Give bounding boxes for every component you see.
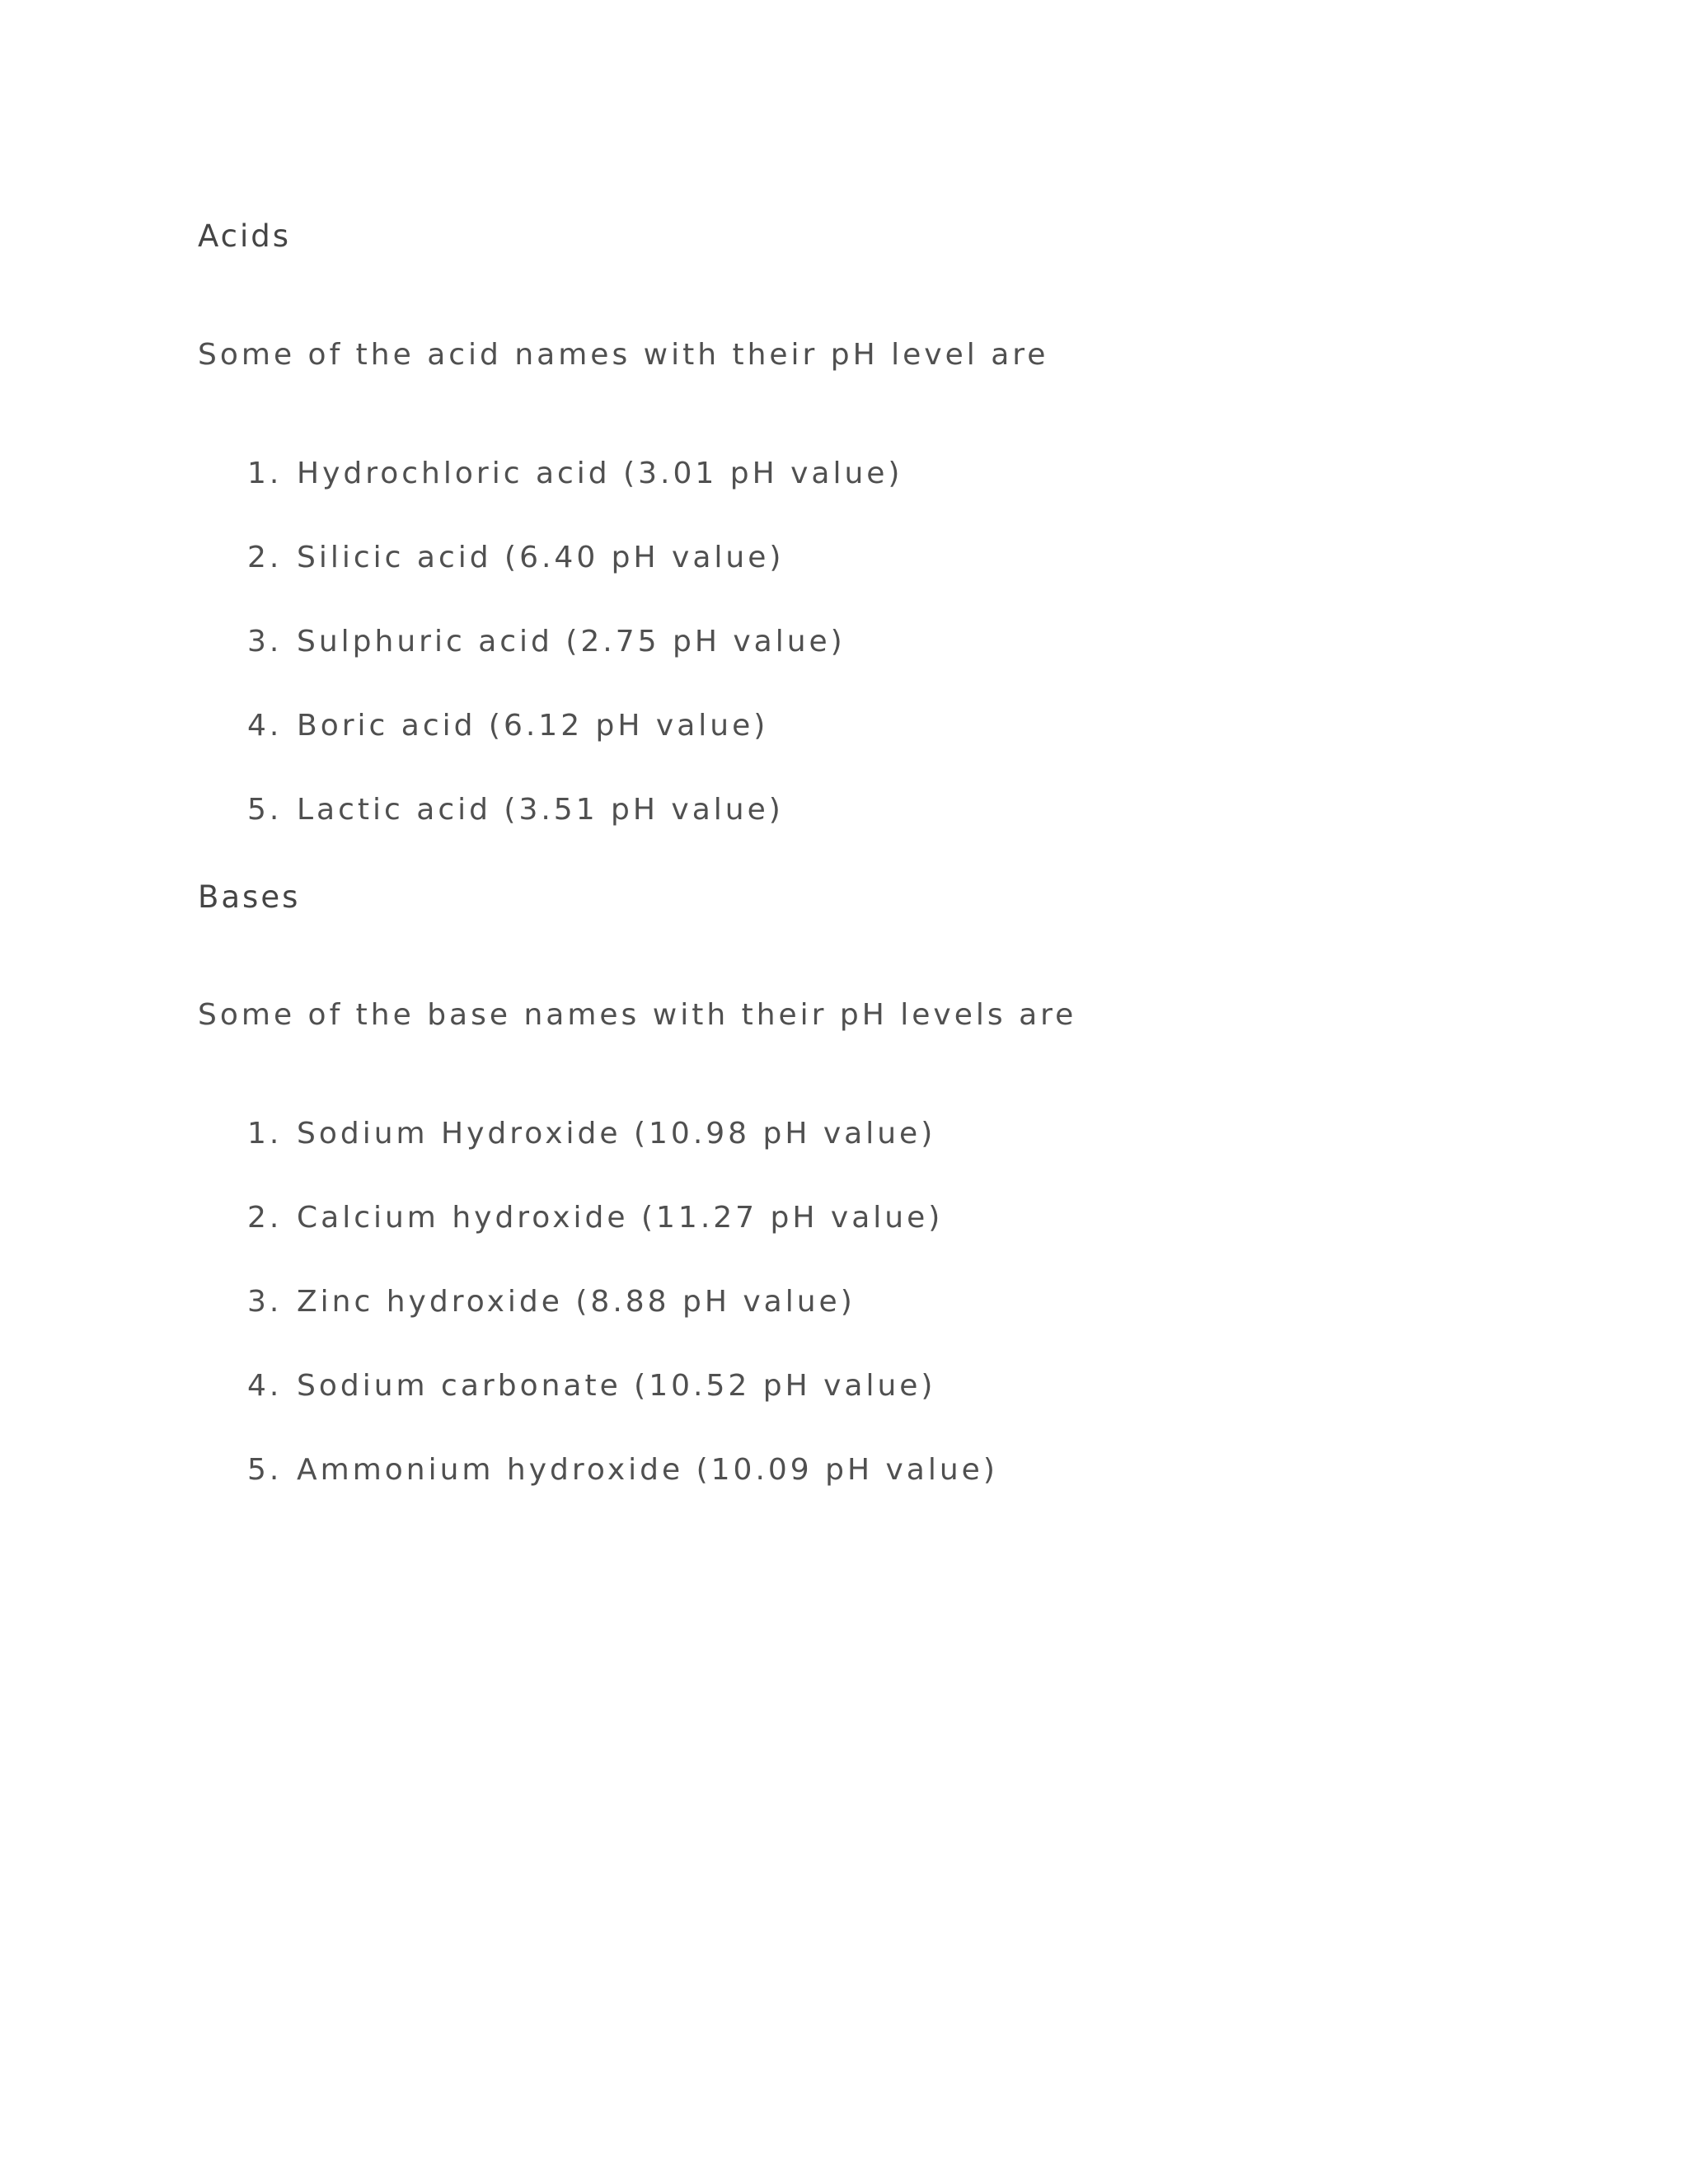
list-item-number: 4. [247,709,283,743]
list-item-number: 3. [247,625,283,658]
list-item [247,1203,943,1233]
acids-intro-text: Some of the acid names with their pH level are [198,338,1049,372]
list-item-number: 5. [247,1453,283,1487]
list-item-text: Sodium Hydroxide (10.98 pH value) [297,1117,936,1151]
list-item-number: 4. [247,1369,283,1403]
list-item-number: 5. [247,793,283,827]
list-item-text: Zinc hydroxide (8.88 pH value) [297,1285,856,1319]
list-item [247,711,768,741]
list-item [247,1119,935,1149]
list-item [247,459,903,489]
list-item-text: Ammonium hydroxide (10.09 pH value) [297,1453,998,1487]
list-item-number: 2. [247,541,283,574]
list-item-text: Sodium carbonate (10.52 pH value) [297,1369,936,1403]
list-item-text: Boric acid (6.12 pH value) [297,709,769,743]
list-item-number: 1. [247,457,283,490]
list-item [247,1455,998,1485]
list-item-text: Sulphuric acid (2.75 pH value) [297,625,846,658]
list-item-number: 1. [247,1117,283,1151]
bases-intro-text: Some of the base names with their pH levels are [198,998,1077,1032]
list-item-text: Lactic acid (3.51 pH value) [297,793,784,827]
list-item-number: 2. [247,1201,283,1235]
list-item-number: 3. [247,1285,283,1319]
list-item-text: Calcium hydroxide (11.27 pH value) [297,1201,944,1235]
list-item [247,627,846,657]
list-item [247,795,784,825]
list-item-text: Silicic acid (6.40 pH value) [297,541,785,574]
bases-heading: Bases [198,879,301,915]
list-item [247,543,784,573]
acids-heading: Acids [198,218,292,254]
list-item [247,1287,856,1317]
list-item-text: Hydrochloric acid (3.01 pH value) [297,457,903,490]
list-item [247,1371,935,1401]
